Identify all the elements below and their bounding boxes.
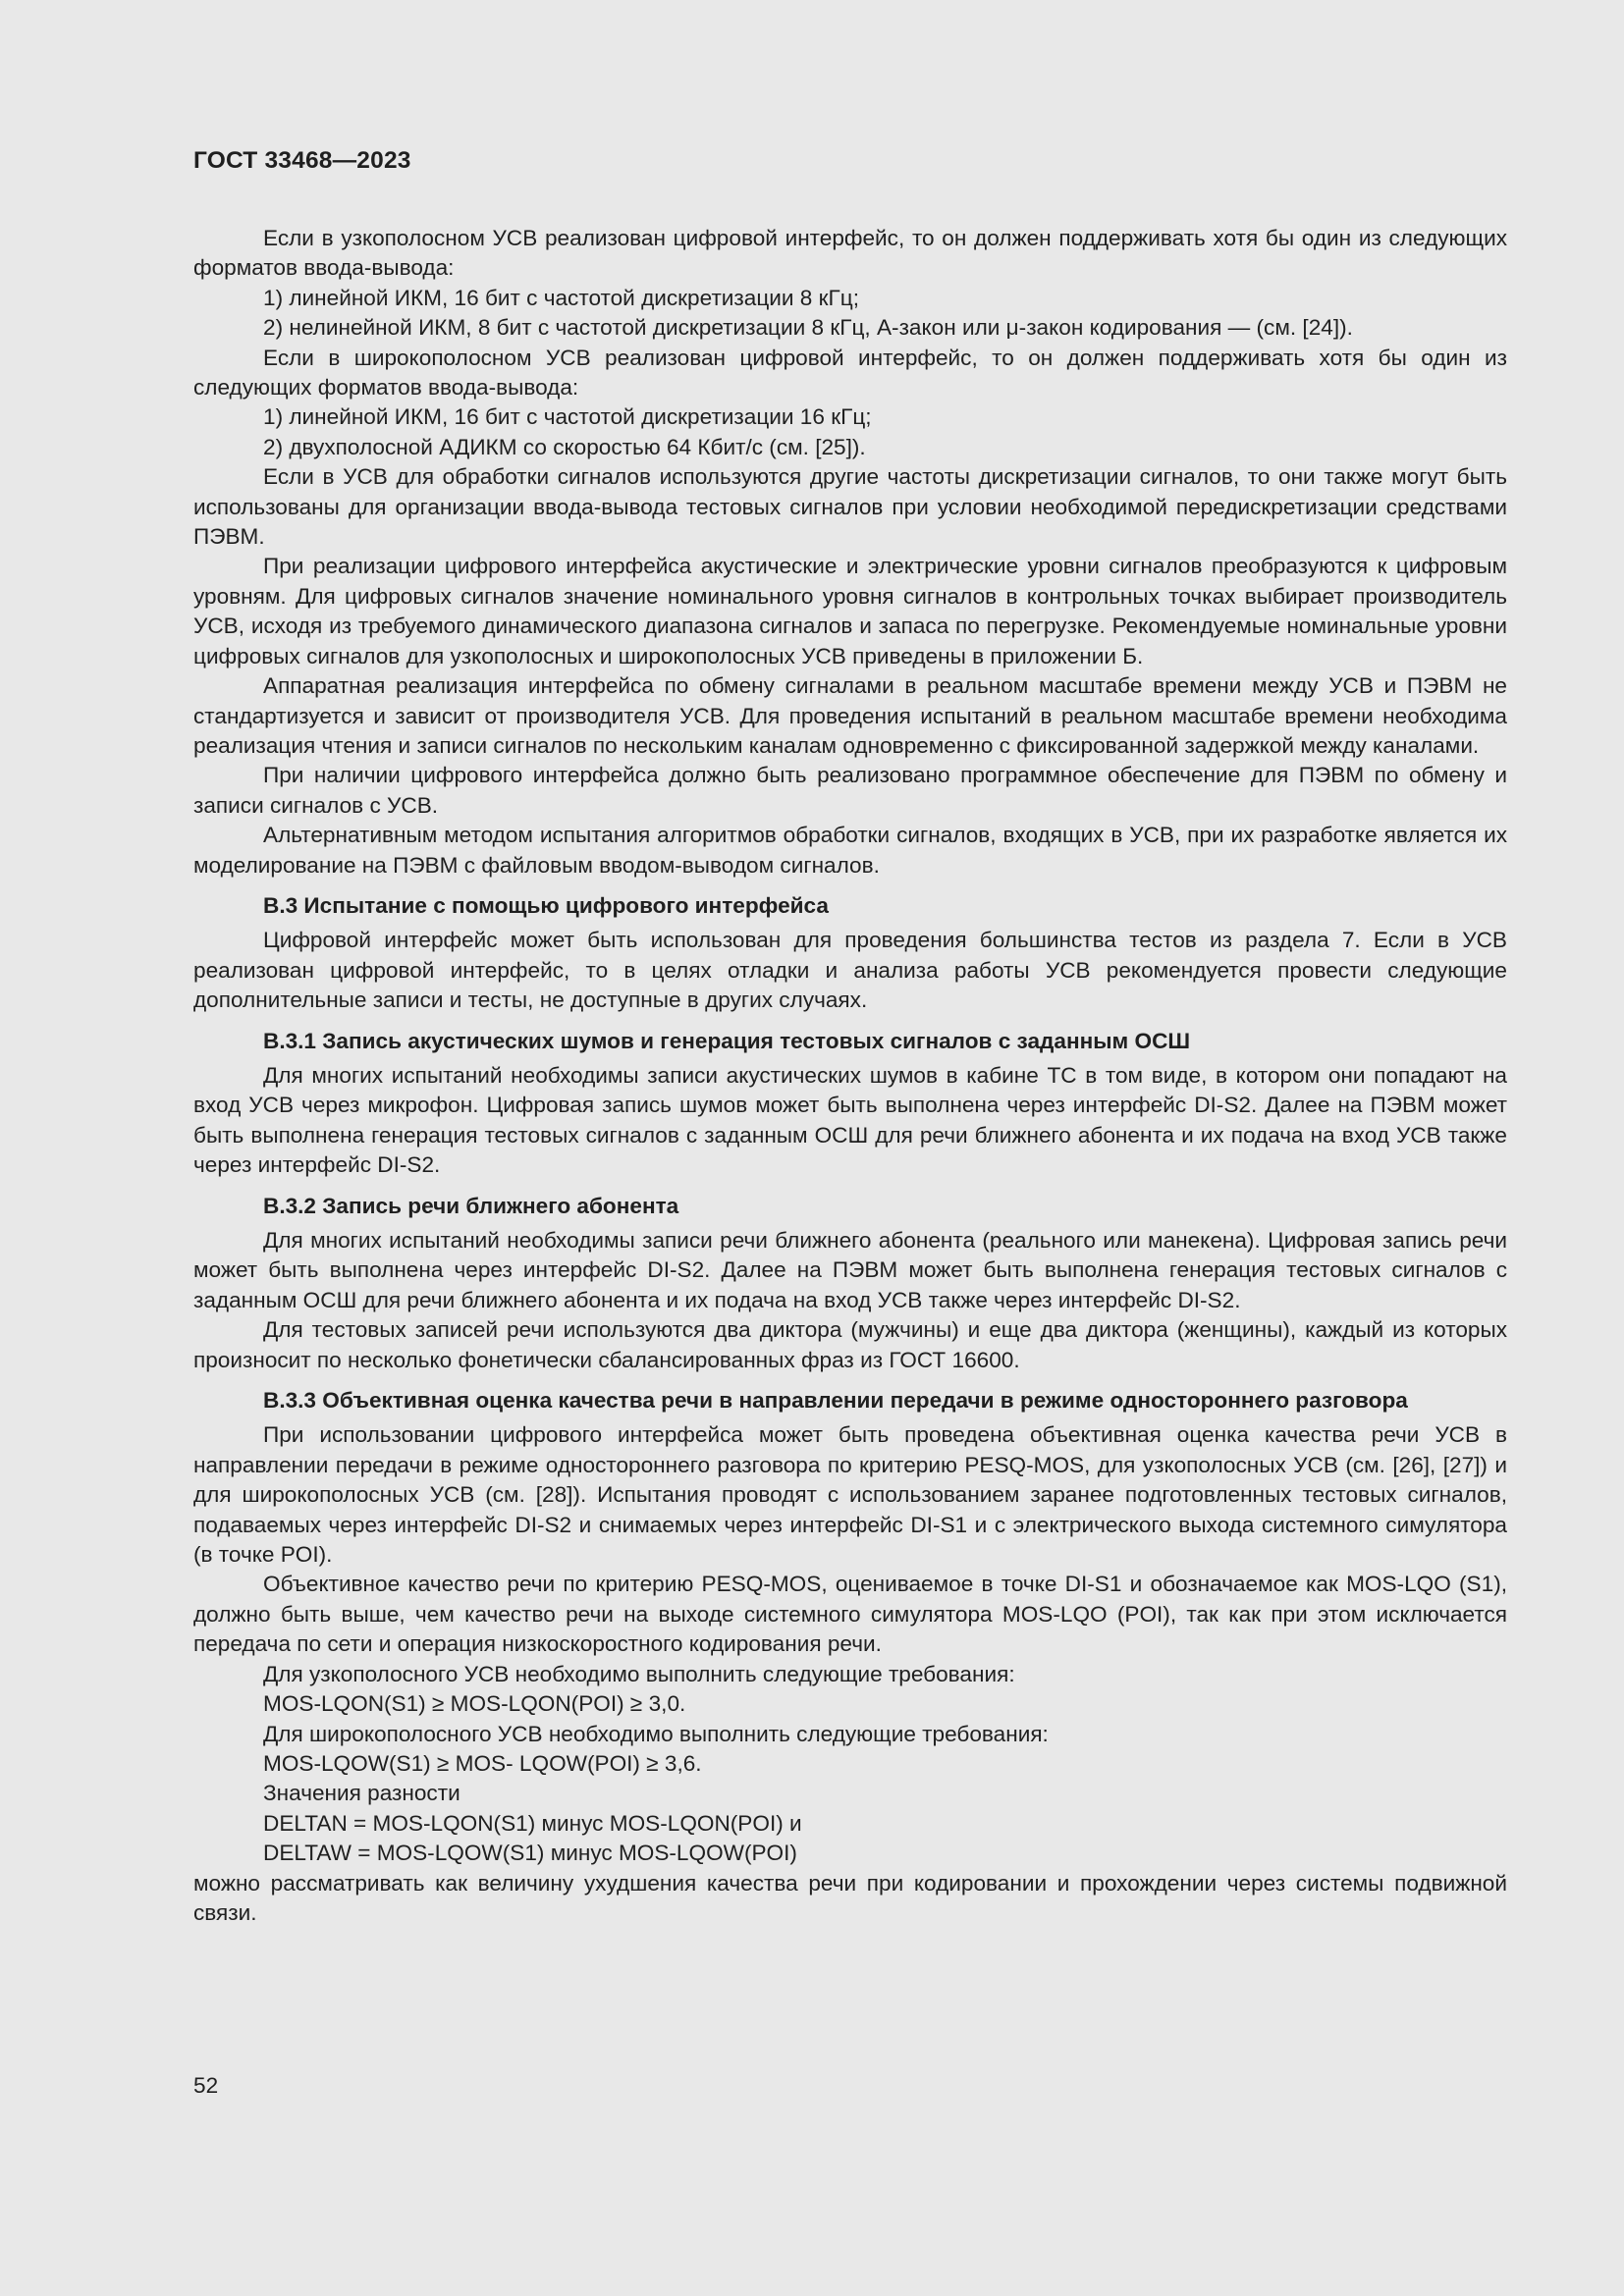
document-body: [193, 224, 1507, 1928]
page-number: 52: [193, 2073, 219, 2098]
paragraph: Для многих испытаний необходимы записи речи ближнего абонента (реального или манекена). Цифровая запись речи может быть выполнена через интерфейс DI-S2. Далее на ПЭВМ может быть выполнена генерация тестовых сигналов с заданным ОСШ для речи ближнего абонента и их подача на вход УСВ также через интерфейс DI-S2.: [193, 1228, 1507, 1312]
paragraph: При реализации цифрового интерфейса акустические и электрические уровни сигналов преобразуются к цифровым уровням. Для цифровых сигналов значение номинального уровня сигналов в контрольных точках выбирает производитель УСВ, исходя из требуемого динамического диапазона сигналов и запаса по перегрузке. Рекомендуемые номинальные уровни цифровых сигналов для узкополосных и широкополосных УСВ приведены в приложении Б.: [193, 554, 1507, 668]
paragraph: Альтернативным методом испытания алгоритмов обработки сигналов, входящих в УСВ, при их разработке является их моделирование на ПЭВМ с файловым вводом-выводом сигналов.: [193, 823, 1507, 878]
formula-line: MOS-LQON(S1) ≥ MOS-LQON(POI) ≥ 3,0.: [263, 1691, 686, 1717]
paragraph: Если в широкополосном УСВ реализован цифровой интерфейс, то он должен поддерживать хотя бы один из следующих форматов ввода-вывода:: [193, 345, 1507, 400]
paragraph: Объективное качество речи по критерию PESQ-MOS, оцениваемое в точке DI-S1 и обозначаемое как MOS-LQO (S1), должно быть выше, чем качество речи на выходе системного симулятора MOS-LQO (POI), так как при этом исключается передача по сети и операция низкоскоростного кодирования речи.: [193, 1572, 1507, 1657]
paragraph: При использовании цифрового интерфейса может быть проведена объективная оценка качества речи УСВ в направлении передачи в режиме одностороннего разговора по критерию PESQ-MOS, для узкополосных УСВ (см. [26], [27]) и для широкополосных УСВ (см. [28]). Испытания проводят с использованием заранее подготовленных тестовых сигналов, подаваемых через интерфейс DI-S2 и снимаемых через интерфейс DI-S1 и с электрического выхода системного симулятора (в точке POI).: [193, 1422, 1507, 1568]
formula-line: MOS-LQOW(S1) ≥ MOS- LQOW(POI) ≥ 3,6.: [263, 1750, 702, 1776]
formula-line: DELTAN = MOS-LQON(S1) минус MOS-LQON(POI) и: [263, 1810, 802, 1836]
section-heading-b3-3: В.3.3 Объективная оценка качества речи в направлении передачи в режиме одностороннего разговора: [263, 1388, 1408, 1414]
paragraph: Аппаратная реализация интерфейса по обмену сигналами в реальном масштабе времени между УСВ и ПЭВМ не стандартизуется и зависит от производителя УСВ. Для проведения испытаний в реальном масштабе времени необходима реализация чтения и записи сигналов по нескольким каналам одновременно с фиксированной задержкой между каналами.: [193, 673, 1507, 758]
paragraph: При наличии цифрового интерфейса должно быть реализовано программное обеспечение для ПЭВМ по обмену и записи сигналов с УСВ.: [193, 763, 1507, 818]
paragraph: Если в узкополосном УСВ реализован цифровой интерфейс, то он должен поддерживать хотя бы один из следующих форматов ввода-вывода:: [193, 226, 1507, 281]
list-item: 1) линейной ИКМ, 16 бит с частотой дискретизации 8 кГц;: [263, 285, 859, 310]
list-item: 1) линейной ИКМ, 16 бит с частотой дискретизации 16 кГц;: [263, 404, 872, 430]
paragraph: Для тестовых записей речи используются два диктора (мужчины) и еще два диктора (женщины), каждый из которых произносит по несколько фонетически сбалансированных фраз из ГОСТ 16600.: [193, 1317, 1507, 1372]
paragraph: Цифровой интерфейс может быть использован для проведения большинства тестов из раздела 7. Если в УСВ реализован цифровой интерфейс, то в целях отладки и анализа работы УСВ рекомендуется провести следующие дополнительные записи и тесты, не доступные в других случаях.: [193, 928, 1507, 1013]
section-heading-b3: В.3 Испытание с помощью цифрового интерфейса: [263, 892, 829, 918]
section-heading-b3-1: В.3.1 Запись акустических шумов и генерация тестовых сигналов с заданным ОСШ: [263, 1028, 1191, 1053]
document-header: ГОСТ 33468—2023: [193, 147, 411, 174]
paragraph: Для многих испытаний необходимы записи акустических шумов в кабине ТС в том виде, в котором они попадают на вход УСВ через микрофон. Цифровая запись шумов может быть выполнена через интерфейс DI-S2. Далее на ПЭВМ может быть выполнена генерация тестовых сигналов с заданным ОСШ для речи ближнего абонента и их подача на вход УСВ также через интерфейс DI-S2.: [193, 1062, 1507, 1178]
list-item: 2) двухполосной АДИКМ со скоростью 64 Кбит/с (см. [25]).: [263, 434, 866, 459]
paragraph: можно рассматривать как величину ухудшения качества речи при кодировании и прохождении через системы подвижной связи.: [193, 1870, 1507, 1925]
requirement-line: Для узкополосного УСВ необходимо выполнить следующие требования:: [263, 1661, 1015, 1686]
formula-line: DELTAW = MOS-LQOW(S1) минус MOS-LQOW(POI): [263, 1841, 797, 1866]
requirement-line: Для широкополосного УСВ необходимо выполнить следующие требования:: [263, 1721, 1049, 1746]
text-line: Значения разности: [263, 1781, 460, 1806]
paragraph: Если в УСВ для обработки сигналов используются другие частоты дискретизации сигналов, то они также могут быть использованы для организации ввода-вывода тестовых сигналов при условии необходимой передискретизации средствами ПЭВМ.: [193, 464, 1507, 550]
section-heading-b3-2: В.3.2 Запись речи ближнего абонента: [263, 1193, 679, 1218]
list-item: 2) нелинейной ИКМ, 8 бит с частотой дискретизации 8 кГц, А-закон или μ-закон кодирования — (см. [24]).: [263, 315, 1353, 341]
